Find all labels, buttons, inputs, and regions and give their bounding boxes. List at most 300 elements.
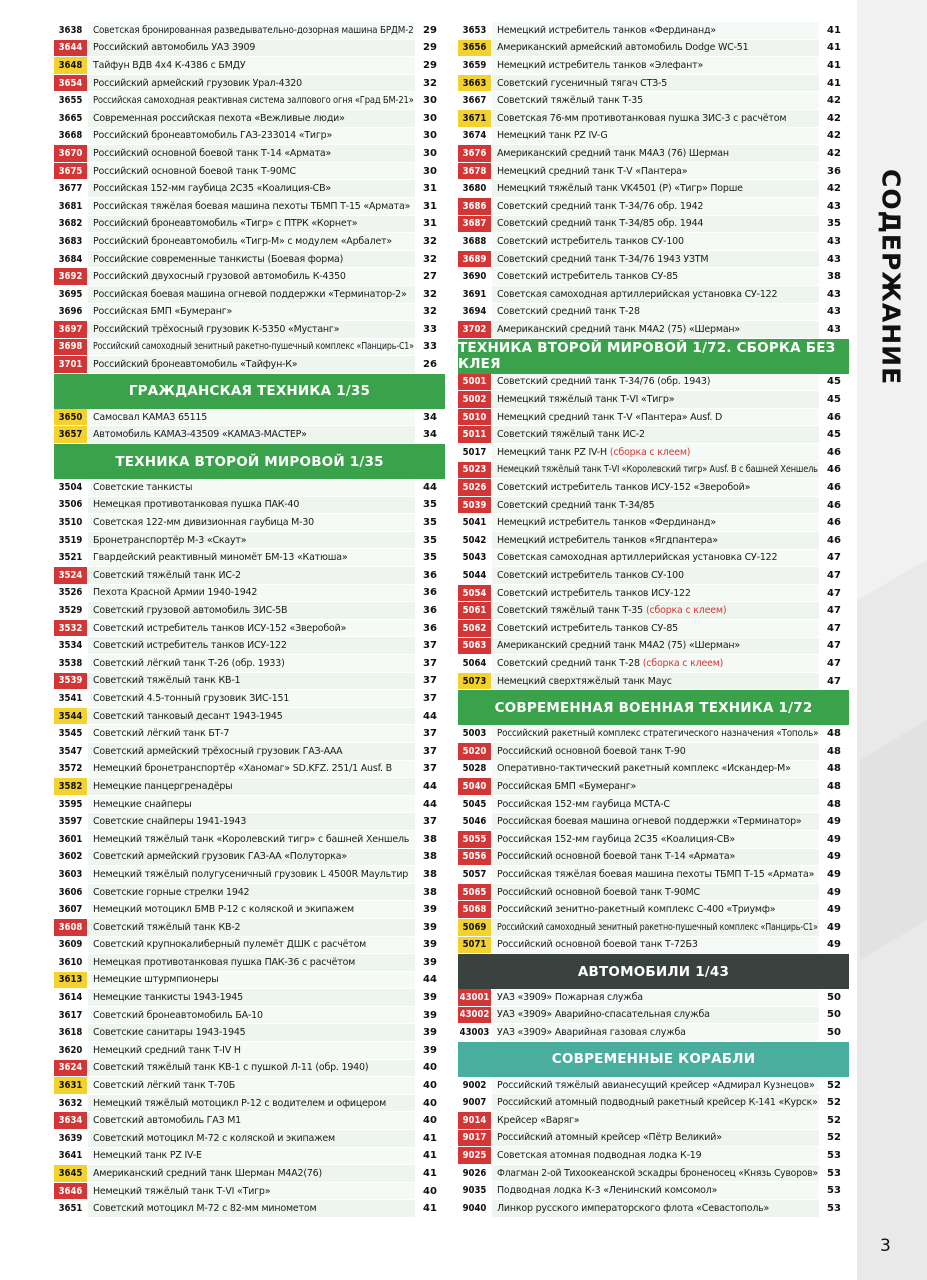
catalog-row[interactable] — [458, 919, 849, 937]
catalog-row[interactable] — [54, 75, 445, 93]
item-code: 3545 — [54, 725, 88, 742]
item-name-fit — [93, 429, 307, 440]
catalog-row[interactable] — [54, 1095, 445, 1113]
catalog-row[interactable] — [54, 163, 445, 181]
catalog-row[interactable] — [458, 1007, 849, 1025]
item-name-text: Российская тяжёлая боевая машина пехоты ТБМП Т-15 «Армата» — [497, 868, 815, 880]
item-name — [88, 673, 415, 690]
item-name-text: Российский трёхосный грузовик К-5350 «Мустанг» — [93, 323, 340, 335]
item-page-number: 32 — [415, 286, 445, 303]
item-page-number: 49 — [819, 937, 849, 954]
item-name-text: Оперативно-тактический ракетный комплекс «Искандер-М» — [497, 763, 791, 775]
catalog-row[interactable] — [54, 128, 445, 146]
item-code: 5054 — [458, 585, 492, 602]
item-name — [492, 497, 819, 514]
catalog-row[interactable] — [458, 479, 849, 497]
item-code: 3654 — [54, 75, 88, 92]
item-name-text: Советский средний танк Т-28 — [497, 657, 640, 669]
catalog-row[interactable] — [54, 1200, 445, 1218]
item-page-number: 53 — [819, 1200, 849, 1217]
item-page-number: 37 — [415, 813, 445, 830]
catalog-row[interactable] — [458, 937, 849, 955]
item-name-text: Российский атомный крейсер «Пётр Великий» — [497, 1132, 722, 1144]
item-page-number: 45 — [819, 374, 849, 391]
item-page-number: 39 — [415, 919, 445, 936]
item-code: 3541 — [54, 690, 88, 707]
section-header: ГРАЖДАНСКАЯ ТЕХНИКА 1/35 — [54, 374, 445, 409]
item-name — [492, 1200, 819, 1217]
item-name-fit — [497, 799, 670, 810]
item-name — [492, 1024, 819, 1041]
catalog-row[interactable] — [54, 673, 445, 691]
catalog-row[interactable] — [458, 1165, 849, 1183]
item-name-fit — [93, 183, 331, 194]
item-name-text: Советский средний танк Т-34/76 1943 УЗТМ — [497, 253, 709, 265]
catalog-row[interactable] — [54, 761, 445, 779]
catalog-row[interactable] — [54, 198, 445, 216]
item-name-text: Немецкий танк PZ IV-H — [497, 446, 607, 458]
catalog-row[interactable] — [458, 831, 849, 849]
item-page-number: 41 — [415, 1148, 445, 1165]
item-page-number: 48 — [819, 761, 849, 778]
item-name-text: Бронетранспортёр М-3 «Скаут» — [93, 534, 247, 546]
item-name — [492, 655, 819, 672]
item-code: 3606 — [54, 884, 88, 901]
catalog-row-group — [458, 725, 849, 954]
catalog-row[interactable] — [54, 22, 445, 40]
item-page-number: 49 — [819, 866, 849, 883]
catalog-row[interactable] — [458, 761, 849, 779]
item-page-number: 27 — [415, 268, 445, 285]
catalog-row[interactable] — [54, 339, 445, 357]
item-page-number: 30 — [415, 92, 445, 109]
catalog-row[interactable] — [458, 725, 849, 743]
item-page-number: 31 — [415, 180, 445, 197]
item-code: 3519 — [54, 532, 88, 549]
item-code: 5057 — [458, 866, 492, 883]
item-name-text: Советские танкисты — [93, 481, 193, 493]
catalog-row[interactable] — [458, 180, 849, 198]
item-page-number: 33 — [415, 339, 445, 356]
catalog-row[interactable] — [54, 743, 445, 761]
catalog-row[interactable] — [458, 128, 849, 146]
catalog-row[interactable] — [458, 22, 849, 40]
catalog-row[interactable] — [54, 725, 445, 743]
catalog-row[interactable] — [54, 1077, 445, 1095]
catalog-row[interactable] — [458, 1147, 849, 1165]
item-name-fit — [497, 60, 703, 71]
catalog-row[interactable] — [54, 304, 445, 322]
item-name-fit — [93, 1150, 202, 1161]
item-name-text: Советский средний танк Т-34/76 (обр. 1943) — [497, 376, 711, 388]
catalog-row[interactable] — [54, 1060, 445, 1078]
catalog-row[interactable] — [458, 251, 849, 269]
item-code: 5055 — [458, 831, 492, 848]
catalog-row[interactable] — [54, 479, 445, 497]
item-page-number: 47 — [819, 620, 849, 637]
catalog-row[interactable] — [458, 620, 849, 638]
catalog-row[interactable] — [54, 602, 445, 620]
catalog-row[interactable] — [54, 92, 445, 110]
item-page-number: 42 — [819, 110, 849, 127]
item-name — [88, 972, 415, 989]
item-code: 5042 — [458, 532, 492, 549]
item-name-fit — [93, 1115, 241, 1126]
catalog-row[interactable] — [54, 1130, 445, 1148]
item-name-text: Советский истребитель танков СУ-85 — [497, 271, 678, 283]
catalog-row[interactable] — [458, 550, 849, 568]
item-name — [88, 989, 415, 1006]
item-name — [88, 57, 415, 74]
item-code: 3538 — [54, 655, 88, 672]
item-name-text: Российский основной боевой танк Т-14 «Армата» — [497, 851, 736, 863]
item-page-number: 38 — [415, 831, 445, 848]
catalog-row[interactable] — [54, 637, 445, 655]
item-name — [492, 233, 819, 250]
item-name-text: УАЗ «3909» Аварийная газовая служба — [497, 1027, 686, 1039]
catalog-row[interactable] — [54, 251, 445, 269]
item-page-number: 43 — [819, 304, 849, 321]
item-name-fit — [497, 746, 686, 757]
catalog-row[interactable] — [458, 514, 849, 532]
catalog-row[interactable] — [54, 216, 445, 234]
catalog-row[interactable] — [458, 796, 849, 814]
item-page-number: 32 — [415, 233, 445, 250]
item-page-number: 31 — [415, 198, 445, 215]
catalog-row[interactable] — [458, 198, 849, 216]
catalog-row[interactable] — [458, 391, 849, 409]
item-code: 3696 — [54, 304, 88, 321]
item-code: 3595 — [54, 796, 88, 813]
catalog-row[interactable] — [54, 937, 445, 955]
catalog-row[interactable] — [458, 638, 849, 656]
catalog-row[interactable] — [54, 849, 445, 867]
catalog-row[interactable] — [458, 497, 849, 515]
catalog-row[interactable] — [458, 444, 849, 462]
catalog-row[interactable] — [54, 1148, 445, 1166]
item-name — [492, 286, 819, 303]
item-code: 5002 — [458, 391, 492, 408]
item-name-fit — [497, 95, 643, 106]
catalog-row[interactable] — [458, 75, 849, 93]
catalog-row[interactable] — [458, 585, 849, 603]
item-page-number: 47 — [819, 638, 849, 655]
item-code: 3572 — [54, 761, 88, 778]
item-name — [492, 444, 819, 461]
catalog-row[interactable] — [458, 286, 849, 304]
catalog-row[interactable] — [54, 286, 445, 304]
catalog-row[interactable] — [54, 57, 445, 75]
item-name-fit — [93, 324, 339, 335]
catalog-row[interactable] — [458, 1094, 849, 1112]
item-name-fit — [497, 728, 818, 739]
item-page-number: 32 — [415, 304, 445, 321]
item-page-number: 34 — [415, 426, 445, 443]
catalog-row[interactable] — [54, 831, 445, 849]
catalog-row[interactable] — [458, 57, 849, 75]
catalog-row[interactable] — [54, 268, 445, 286]
item-page-number: 34 — [415, 409, 445, 426]
item-name — [88, 743, 415, 760]
item-name — [492, 304, 819, 321]
item-name-fit — [93, 1062, 368, 1073]
catalog-row[interactable] — [458, 813, 849, 831]
item-name-text: Немецкий сверхтяжёлый танк Маус — [497, 675, 672, 687]
item-page-number: 39 — [415, 1007, 445, 1024]
item-page-number: 49 — [819, 919, 849, 936]
item-name-fit — [497, 816, 802, 827]
item-page-number: 52 — [819, 1130, 849, 1147]
catalog-row[interactable] — [458, 655, 849, 673]
item-name — [88, 796, 415, 813]
item-name-fit — [497, 535, 718, 546]
catalog-row[interactable] — [54, 409, 445, 427]
catalog-row[interactable] — [458, 866, 849, 884]
catalog-row[interactable] — [458, 778, 849, 796]
item-code: 3657 — [54, 426, 88, 443]
item-page-number: 49 — [819, 849, 849, 866]
item-code: 3670 — [54, 145, 88, 162]
item-name-text: Советские горные стрелки 1942 — [93, 886, 250, 898]
catalog-row[interactable] — [54, 549, 445, 567]
catalog-row[interactable] — [458, 602, 849, 620]
item-name-fit — [93, 1186, 270, 1197]
catalog-row[interactable] — [458, 426, 849, 444]
item-name-fit — [93, 166, 296, 177]
catalog-row[interactable] — [54, 1165, 445, 1183]
item-name — [88, 286, 415, 303]
catalog-row[interactable] — [54, 620, 445, 638]
item-name-fit — [497, 25, 716, 36]
catalog-row[interactable] — [458, 304, 849, 322]
catalog-row[interactable] — [54, 567, 445, 585]
item-name-text: Американский средний танк М4А2 (75) «Шерман» — [497, 323, 741, 335]
catalog-row[interactable] — [458, 233, 849, 251]
catalog-row[interactable] — [458, 40, 849, 58]
side-title: СОДЕРЖАНИЕ — [876, 168, 906, 386]
catalog-row[interactable] — [458, 901, 849, 919]
catalog-row[interactable] — [458, 1112, 849, 1130]
catalog-row[interactable] — [458, 1130, 849, 1148]
item-code: 5056 — [458, 849, 492, 866]
item-name — [492, 638, 819, 655]
catalog-row[interactable] — [458, 110, 849, 128]
catalog-row[interactable] — [54, 356, 445, 374]
catalog-row[interactable] — [54, 901, 445, 919]
item-code: 3602 — [54, 849, 88, 866]
catalog-row[interactable] — [54, 40, 445, 58]
catalog-row[interactable] — [54, 919, 445, 937]
item-code: 5043 — [458, 550, 492, 567]
item-name — [492, 884, 819, 901]
item-name-fit — [497, 763, 791, 774]
item-name — [492, 216, 819, 233]
item-name — [492, 40, 819, 57]
item-name — [88, 1095, 415, 1112]
item-name-text: Немецкий мотоцикл БМВ Р-12 с коляской и экипажем — [93, 904, 354, 916]
catalog-row[interactable] — [54, 972, 445, 990]
catalog-row[interactable] — [54, 1007, 445, 1025]
item-name-text: Советский грузовой автомобиль ЗИС-5В — [93, 605, 288, 617]
item-name — [492, 866, 819, 883]
catalog-row[interactable] — [458, 216, 849, 234]
catalog-row[interactable] — [54, 866, 445, 884]
item-page-number: 46 — [819, 409, 849, 426]
item-name-fit — [497, 922, 818, 933]
item-name — [88, 725, 415, 742]
catalog-row[interactable] — [458, 1024, 849, 1042]
catalog-row[interactable] — [54, 813, 445, 831]
catalog-row[interactable] — [54, 497, 445, 515]
item-name-fit — [93, 869, 408, 880]
catalog-row[interactable] — [54, 1042, 445, 1060]
catalog-row[interactable] — [458, 462, 849, 480]
item-name-fit — [93, 887, 249, 898]
catalog-row[interactable] — [458, 92, 849, 110]
catalog-row[interactable] — [54, 532, 445, 550]
catalog-column-left — [54, 22, 445, 1218]
item-page-number: 41 — [819, 57, 849, 74]
item-name-fit — [93, 1080, 235, 1091]
catalog-row[interactable] — [54, 884, 445, 902]
catalog-row[interactable] — [458, 1077, 849, 1095]
item-code: 3678 — [458, 163, 492, 180]
item-code: 3676 — [458, 145, 492, 162]
item-page-number: 41 — [415, 1165, 445, 1182]
item-name — [492, 321, 819, 338]
item-name-fit — [497, 517, 716, 528]
item-name-fit — [93, 552, 347, 563]
item-code: 3690 — [458, 268, 492, 285]
item-name-fit — [497, 148, 729, 159]
catalog-row[interactable] — [458, 163, 849, 181]
catalog-row[interactable] — [458, 849, 849, 867]
catalog-row[interactable] — [54, 954, 445, 972]
item-page-number: 30 — [415, 128, 445, 145]
item-page-number: 48 — [819, 725, 849, 742]
item-code: 5064 — [458, 655, 492, 672]
item-name-fit — [497, 887, 700, 898]
catalog-row[interactable] — [54, 426, 445, 444]
item-name-fit — [497, 218, 703, 229]
catalog-row[interactable] — [54, 690, 445, 708]
item-page-number: 47 — [819, 655, 849, 672]
item-code: 3632 — [54, 1095, 88, 1112]
item-code: 3677 — [54, 180, 88, 197]
item-page-number: 40 — [415, 1095, 445, 1112]
catalog-row[interactable] — [458, 743, 849, 761]
catalog-row[interactable] — [54, 321, 445, 339]
item-name-fit — [497, 254, 708, 265]
item-page-number: 37 — [415, 761, 445, 778]
item-name-text: Советская 76-мм противотанковая пушка ЗИС-3 с расчётом — [497, 112, 787, 124]
item-page-number: 45 — [819, 426, 849, 443]
item-page-number: 29 — [415, 57, 445, 74]
item-code: 5063 — [458, 638, 492, 655]
item-code: 5017 — [458, 444, 492, 461]
catalog-row[interactable] — [458, 321, 849, 339]
item-name — [88, 233, 415, 250]
item-name-text: Российский армейский грузовик Урал-4320 — [93, 77, 302, 89]
item-page-number: 31 — [415, 216, 445, 233]
catalog-row[interactable] — [54, 796, 445, 814]
item-code: 3607 — [54, 901, 88, 918]
item-name-fit — [93, 306, 232, 317]
item-code: 3526 — [54, 585, 88, 602]
item-page-number: 44 — [415, 796, 445, 813]
catalog-row[interactable] — [54, 180, 445, 198]
item-code: 5039 — [458, 497, 492, 514]
item-name-text: Советская бронированная разведывательно-дозорная машина БРДМ-2 — [93, 24, 414, 36]
item-name-fit — [93, 359, 297, 370]
catalog-row[interactable] — [54, 1183, 445, 1201]
item-page-number: 48 — [819, 743, 849, 760]
catalog-row[interactable] — [458, 409, 849, 427]
item-name-fit — [497, 289, 777, 300]
item-name-text: Советский истребитель танков СУ-100 — [497, 570, 684, 582]
item-name-fit — [93, 412, 207, 423]
catalog-row[interactable] — [54, 708, 445, 726]
item-page-number: 48 — [819, 778, 849, 795]
item-name-fit — [497, 78, 667, 89]
item-name-fit — [93, 148, 331, 159]
catalog-row[interactable] — [458, 374, 849, 392]
catalog-row[interactable] — [458, 532, 849, 550]
catalog-row[interactable] — [458, 1200, 849, 1218]
catalog-row[interactable] — [458, 567, 849, 585]
catalog-row[interactable] — [458, 268, 849, 286]
item-name — [88, 1165, 415, 1182]
item-name — [88, 198, 415, 215]
item-name-text: Советский автомобиль ГАЗ М1 — [93, 1115, 242, 1127]
catalog-row[interactable] — [54, 145, 445, 163]
catalog-row[interactable] — [54, 778, 445, 796]
item-name-text: Немецкий истребитель танков «Фердинанд» — [497, 24, 716, 36]
catalog-row[interactable] — [54, 655, 445, 673]
item-page-number: 40 — [415, 1112, 445, 1129]
item-name-fit — [497, 781, 636, 792]
item-code: 3650 — [54, 409, 88, 426]
item-page-number: 30 — [415, 145, 445, 162]
catalog-row[interactable] — [458, 1182, 849, 1200]
item-page-number: 52 — [819, 1112, 849, 1129]
catalog-row[interactable] — [54, 1024, 445, 1042]
item-code: 3597 — [54, 813, 88, 830]
catalog-row[interactable] — [54, 585, 445, 603]
catalog-row[interactable] — [458, 145, 849, 163]
catalog-row[interactable] — [458, 989, 849, 1007]
item-page-number: 41 — [415, 1200, 445, 1217]
catalog-column-right — [458, 22, 849, 1218]
item-name — [88, 216, 415, 233]
item-name — [492, 1147, 819, 1164]
item-code: 3697 — [54, 321, 88, 338]
item-name-text: Советский крупнокалиберный пулемёт ДШК с расчётом — [93, 939, 367, 951]
catalog-row[interactable] — [54, 233, 445, 251]
catalog-row[interactable] — [54, 989, 445, 1007]
catalog-row[interactable] — [54, 514, 445, 532]
item-name-text: Советская самоходная артиллерийская установка СУ-122 — [497, 552, 778, 564]
item-code: 3648 — [54, 57, 88, 74]
item-name — [88, 1024, 415, 1041]
catalog-row[interactable] — [54, 110, 445, 128]
catalog-row[interactable] — [458, 673, 849, 691]
item-page-number: 39 — [415, 989, 445, 1006]
item-name — [88, 339, 415, 356]
catalog-row[interactable] — [458, 884, 849, 902]
catalog-row[interactable] — [54, 1112, 445, 1130]
item-name — [492, 1130, 819, 1147]
